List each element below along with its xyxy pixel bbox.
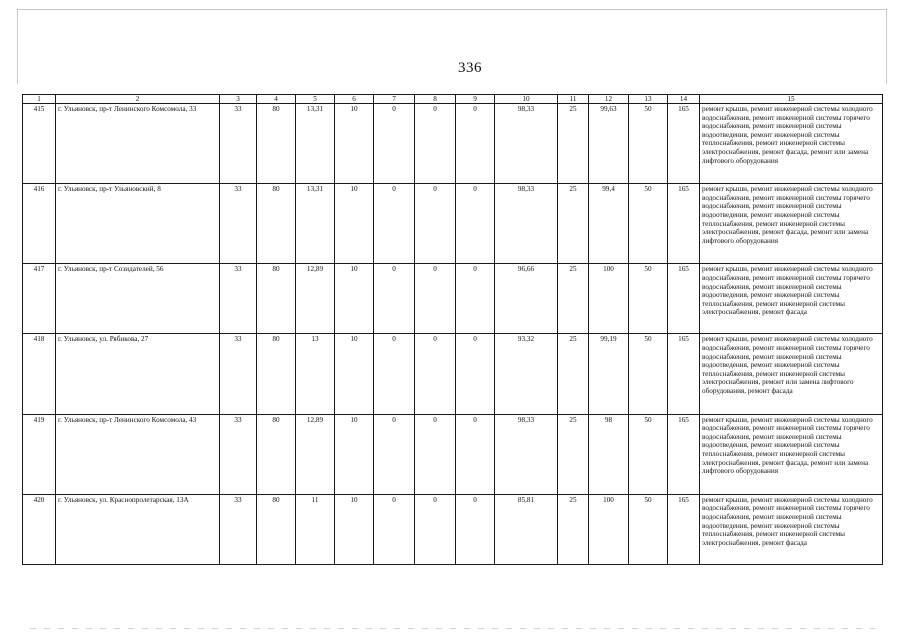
address-cell: г. Ульяновск, пр-т Созидателей, 56 bbox=[56, 264, 220, 334]
value-cell: 10 bbox=[335, 264, 374, 334]
column-number-row bbox=[23, 95, 883, 104]
column-number: 9 bbox=[456, 95, 495, 104]
column-number: 15 bbox=[700, 95, 883, 104]
value-cell: 80 bbox=[257, 184, 296, 264]
value-cell: 25 bbox=[558, 184, 589, 264]
value-cell: 10 bbox=[335, 334, 374, 414]
value-cell: 25 bbox=[558, 104, 589, 184]
value-cell: 33 bbox=[220, 104, 257, 184]
column-number: 13 bbox=[629, 95, 668, 104]
value-cell: 10 bbox=[335, 494, 374, 564]
value-cell: 98 bbox=[589, 414, 629, 494]
value-cell: 0 bbox=[415, 414, 456, 494]
value-cell: 96,66 bbox=[495, 264, 558, 334]
row-number: 419 bbox=[23, 414, 56, 494]
value-cell: 165 bbox=[668, 184, 700, 264]
value-cell: 12,89 bbox=[296, 414, 335, 494]
value-cell: 98,33 bbox=[495, 414, 558, 494]
works-cell: ремонт крыши, ремонт инженерной системы холодного водоснабжения, ремонт инженерной системы горячего водоснабжения, ремонт инженерной системы водоотведения, ремонт инженерной системы теплоснабжения, ремонт инженерной системы электроснабжения, ремонт фасада bbox=[700, 264, 883, 334]
column-number: 12 bbox=[589, 95, 629, 104]
works-cell: ремонт крыши, ремонт инженерной системы холодного водоснабжения, ремонт инженерной системы горячего водоснабжения, ремонт инженерной системы водоотведения, ремонт инженерной системы теплоснабжения, ремонт инженерной системы электроснабжения, ремонт фасада, ремонт или замена лифтового оборудования bbox=[700, 184, 883, 264]
value-cell: 33 bbox=[220, 184, 257, 264]
value-cell: 50 bbox=[629, 184, 668, 264]
address-cell: г. Ульяновск, ул. Рябикова, 27 bbox=[56, 334, 220, 414]
value-cell: 25 bbox=[558, 414, 589, 494]
works-cell: ремонт крыши, ремонт инженерной системы холодного водоснабжения, ремонт инженерной системы горячего водоснабжения, ремонт инженерной системы водоотведения, ремонт инженерной системы теплоснабжения, ремонт инженерной системы электроснабжения, ремонт фасада bbox=[700, 494, 883, 564]
column-number: 14 bbox=[668, 95, 700, 104]
value-cell: 165 bbox=[668, 414, 700, 494]
value-cell: 0 bbox=[374, 184, 415, 264]
value-cell: 165 bbox=[668, 264, 700, 334]
column-number: 7 bbox=[374, 95, 415, 104]
value-cell: 50 bbox=[629, 334, 668, 414]
value-cell: 85,81 bbox=[495, 494, 558, 564]
column-number: 1 bbox=[23, 95, 56, 104]
value-cell: 33 bbox=[220, 264, 257, 334]
value-cell: 0 bbox=[415, 104, 456, 184]
value-cell: 80 bbox=[257, 334, 296, 414]
value-cell: 0 bbox=[415, 334, 456, 414]
value-cell: 99,4 bbox=[589, 184, 629, 264]
value-cell: 0 bbox=[374, 334, 415, 414]
value-cell: 0 bbox=[456, 184, 495, 264]
table-row bbox=[23, 334, 883, 414]
scan-frame-right bbox=[886, 9, 887, 84]
value-cell: 80 bbox=[257, 414, 296, 494]
value-cell: 93,32 bbox=[495, 334, 558, 414]
works-cell: ремонт крыши, ремонт инженерной системы холодного водоснабжения, ремонт инженерной системы горячего водоснабжения, ремонт инженерной системы водоотведения, ремонт инженерной системы теплоснабжения, ремонт инженерной системы электроснабжения, ремонт фасада, ремонт или замена лифтового оборудования bbox=[700, 414, 883, 494]
table-row bbox=[23, 264, 883, 334]
value-cell: 10 bbox=[335, 414, 374, 494]
column-number: 6 bbox=[335, 95, 374, 104]
value-cell: 165 bbox=[668, 334, 700, 414]
table-row bbox=[23, 414, 883, 494]
value-cell: 100 bbox=[589, 494, 629, 564]
value-cell: 50 bbox=[629, 264, 668, 334]
value-cell: 0 bbox=[456, 414, 495, 494]
scan-frame-left bbox=[17, 9, 18, 84]
value-cell: 25 bbox=[558, 494, 589, 564]
value-cell: 0 bbox=[374, 414, 415, 494]
row-number: 417 bbox=[23, 264, 56, 334]
address-cell: г. Ульяновск, пр-т Ленинского Комсомола, 43 bbox=[56, 414, 220, 494]
scan-noise-line bbox=[30, 628, 875, 629]
value-cell: 50 bbox=[629, 414, 668, 494]
column-number: 4 bbox=[257, 95, 296, 104]
value-cell: 99,19 bbox=[589, 334, 629, 414]
row-number: 415 bbox=[23, 104, 56, 184]
value-cell: 25 bbox=[558, 334, 589, 414]
value-cell: 80 bbox=[257, 264, 296, 334]
value-cell: 12,89 bbox=[296, 264, 335, 334]
column-number: 2 bbox=[56, 95, 220, 104]
value-cell: 165 bbox=[668, 494, 700, 564]
value-cell: 98,33 bbox=[495, 184, 558, 264]
value-cell: 0 bbox=[456, 104, 495, 184]
column-number: 5 bbox=[296, 95, 335, 104]
value-cell: 0 bbox=[415, 494, 456, 564]
column-number: 10 bbox=[495, 95, 558, 104]
value-cell: 13,31 bbox=[296, 104, 335, 184]
row-number: 420 bbox=[23, 494, 56, 564]
value-cell: 50 bbox=[629, 494, 668, 564]
page-number: 336 bbox=[458, 60, 482, 76]
works-cell: ремонт крыши, ремонт инженерной системы холодного водоснабжения, ремонт инженерной системы горячего водоснабжения, ремонт инженерной системы водоотведения, ремонт инженерной системы теплоснабжения, ремонт инженерной системы электроснабжения, ремонт или замена лифтового оборудования, ремонт фасада bbox=[700, 334, 883, 414]
value-cell: 165 bbox=[668, 104, 700, 184]
value-cell: 10 bbox=[335, 184, 374, 264]
column-number: 3 bbox=[220, 95, 257, 104]
address-cell: г. Ульяновск, ул. Краснопролетарская, 13А bbox=[56, 494, 220, 564]
column-number: 8 bbox=[415, 95, 456, 104]
value-cell: 33 bbox=[220, 414, 257, 494]
value-cell: 98,33 bbox=[495, 104, 558, 184]
value-cell: 0 bbox=[374, 494, 415, 564]
value-cell: 0 bbox=[456, 334, 495, 414]
value-cell: 33 bbox=[220, 494, 257, 564]
value-cell: 13 bbox=[296, 334, 335, 414]
scan-frame-top bbox=[17, 9, 887, 10]
address-cell: г. Ульяновск, пр-т Ленинского Комсомола, 33 bbox=[56, 104, 220, 184]
value-cell: 0 bbox=[374, 104, 415, 184]
value-cell: 0 bbox=[456, 494, 495, 564]
table-row bbox=[23, 184, 883, 264]
value-cell: 99,63 bbox=[589, 104, 629, 184]
value-cell: 0 bbox=[415, 184, 456, 264]
value-cell: 10 bbox=[335, 104, 374, 184]
value-cell: 0 bbox=[456, 264, 495, 334]
works-cell: ремонт крыши, ремонт инженерной системы холодного водоснабжения, ремонт инженерной системы горячего водоснабжения, ремонт инженерной системы водоотведения, ремонт инженерной системы теплоснабжения, ремонт инженерной системы электроснабжения, ремонт фасада, ремонт или замена лифтового оборудования bbox=[700, 104, 883, 184]
repair-program-table bbox=[22, 94, 883, 565]
column-number: 11 bbox=[558, 95, 589, 104]
value-cell: 11 bbox=[296, 494, 335, 564]
address-cell: г. Ульяновск, пр-т Ульяновский, 8 bbox=[56, 184, 220, 264]
value-cell: 100 bbox=[589, 264, 629, 334]
table-row bbox=[23, 494, 883, 564]
value-cell: 0 bbox=[415, 264, 456, 334]
value-cell: 50 bbox=[629, 104, 668, 184]
row-number: 416 bbox=[23, 184, 56, 264]
value-cell: 33 bbox=[220, 334, 257, 414]
row-number: 418 bbox=[23, 334, 56, 414]
value-cell: 0 bbox=[374, 264, 415, 334]
value-cell: 80 bbox=[257, 104, 296, 184]
value-cell: 13,31 bbox=[296, 184, 335, 264]
value-cell: 80 bbox=[257, 494, 296, 564]
value-cell: 25 bbox=[558, 264, 589, 334]
table-row bbox=[23, 104, 883, 184]
